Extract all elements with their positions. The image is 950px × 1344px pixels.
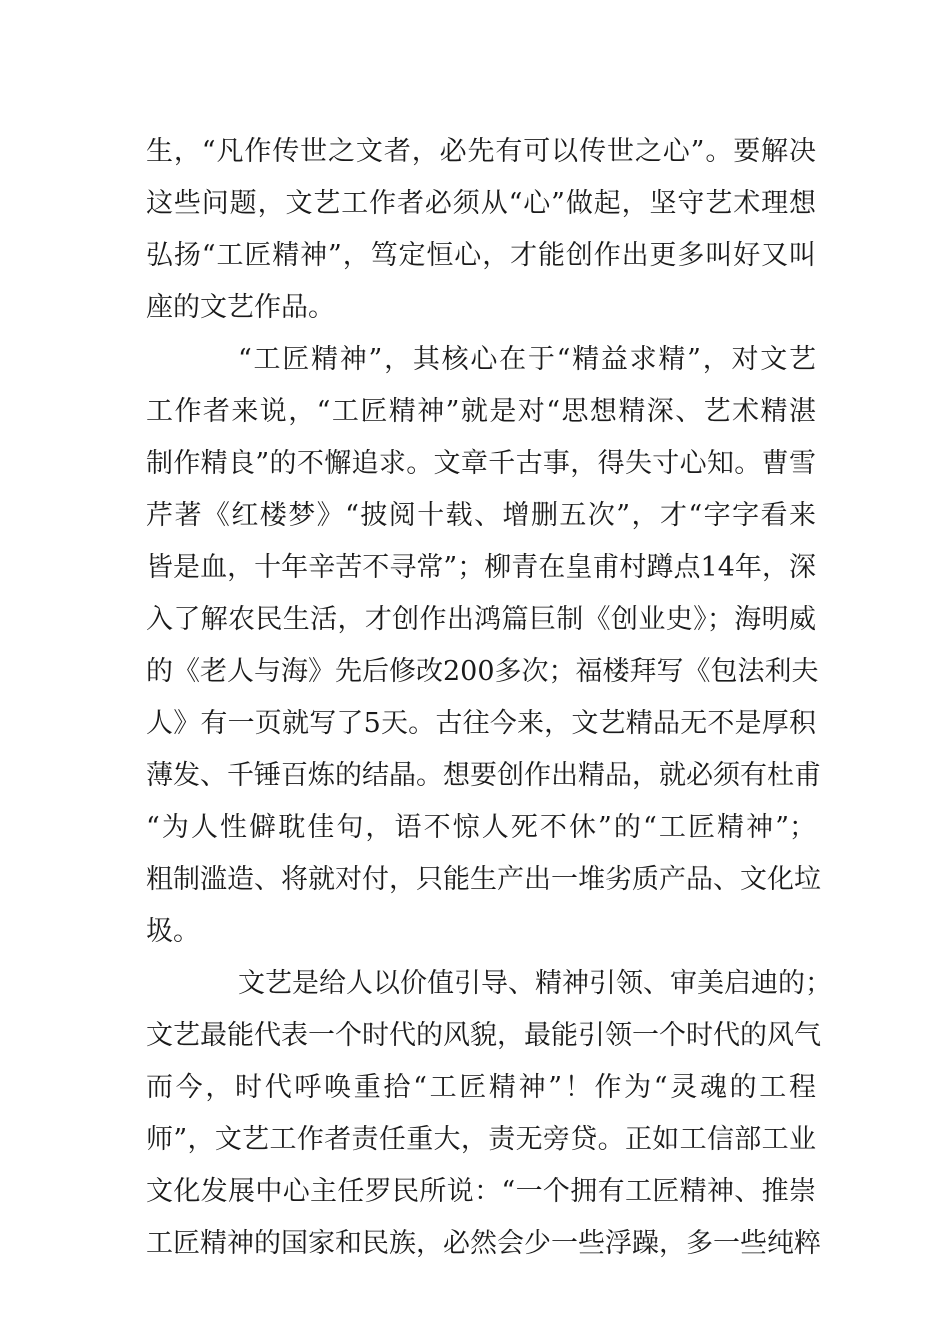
text-line: 这些问题，文艺工作者必须从“心”做起，坚守艺术理想 xyxy=(146,188,816,219)
text-line: 圾。 xyxy=(146,916,200,947)
text-line: 座的文艺作品。 xyxy=(146,292,335,323)
text-line: 文艺最能代表一个时代的风貌，最能引领一个时代的风气 xyxy=(146,1020,821,1051)
text-line: 粗制滥造、将就对付，只能生产出一堆劣质产品、文化垃 xyxy=(146,864,821,895)
text-line: 生，“凡作传世之文者，必先有可以传世之心”。要解决 xyxy=(146,136,816,167)
text-line: 工匠精神的国家和民族，必然会少一些浮躁，多一些纯粹 xyxy=(146,1228,821,1259)
text-line: 的《老人与海》先后修改200多次；福楼拜写《包法利夫 xyxy=(146,656,819,687)
text-line: “工匠精神”，其核心在于“精益求精”，对文艺 xyxy=(238,344,816,375)
text-line: 工作者来说，“工匠精神”就是对“思想精深、艺术精湛 xyxy=(146,396,816,427)
text-line: 弘扬“工匠精神”，笃定恒心，才能创作出更多叫好又叫 xyxy=(146,240,816,271)
text-line: 入了解农民生活，才创作出鸿篇巨制《创业史》；海明威 xyxy=(146,604,816,635)
text-line: “为人性僻耽佳句，语不惊人死不休”的“工匠精神”； xyxy=(146,812,816,843)
text-line: 文化发展中心主任罗民所说：“一个拥有工匠精神、推崇 xyxy=(146,1176,816,1207)
text-line: 制作精良”的不懈追求。文章千古事，得失寸心知。曹雪 xyxy=(146,448,816,479)
text-line: 皆是血，十年辛苦不寻常”；柳青在皇甫村蹲点14年，深 xyxy=(146,552,816,583)
text-line: 人》有一页就写了5天。古往今来，文艺精品无不是厚积 xyxy=(146,708,816,739)
text-line: 师”，文艺工作者责任重大，责无旁贷。正如工信部工业 xyxy=(146,1124,816,1155)
body-text xyxy=(146,126,832,1270)
text-line: 薄发、千锤百炼的结晶。想要创作出精品，就必须有杜甫 xyxy=(146,760,821,791)
text-line: 而今，时代呼唤重拾“工匠精神”！作为“灵魂的工程 xyxy=(146,1072,816,1103)
text-line: 文艺是给人以价值引导、精神引领、审美启迪的； xyxy=(238,968,832,999)
text-line: 芹著《红楼梦》“披阅十载、增删五次”，才“字字看来 xyxy=(146,500,816,531)
